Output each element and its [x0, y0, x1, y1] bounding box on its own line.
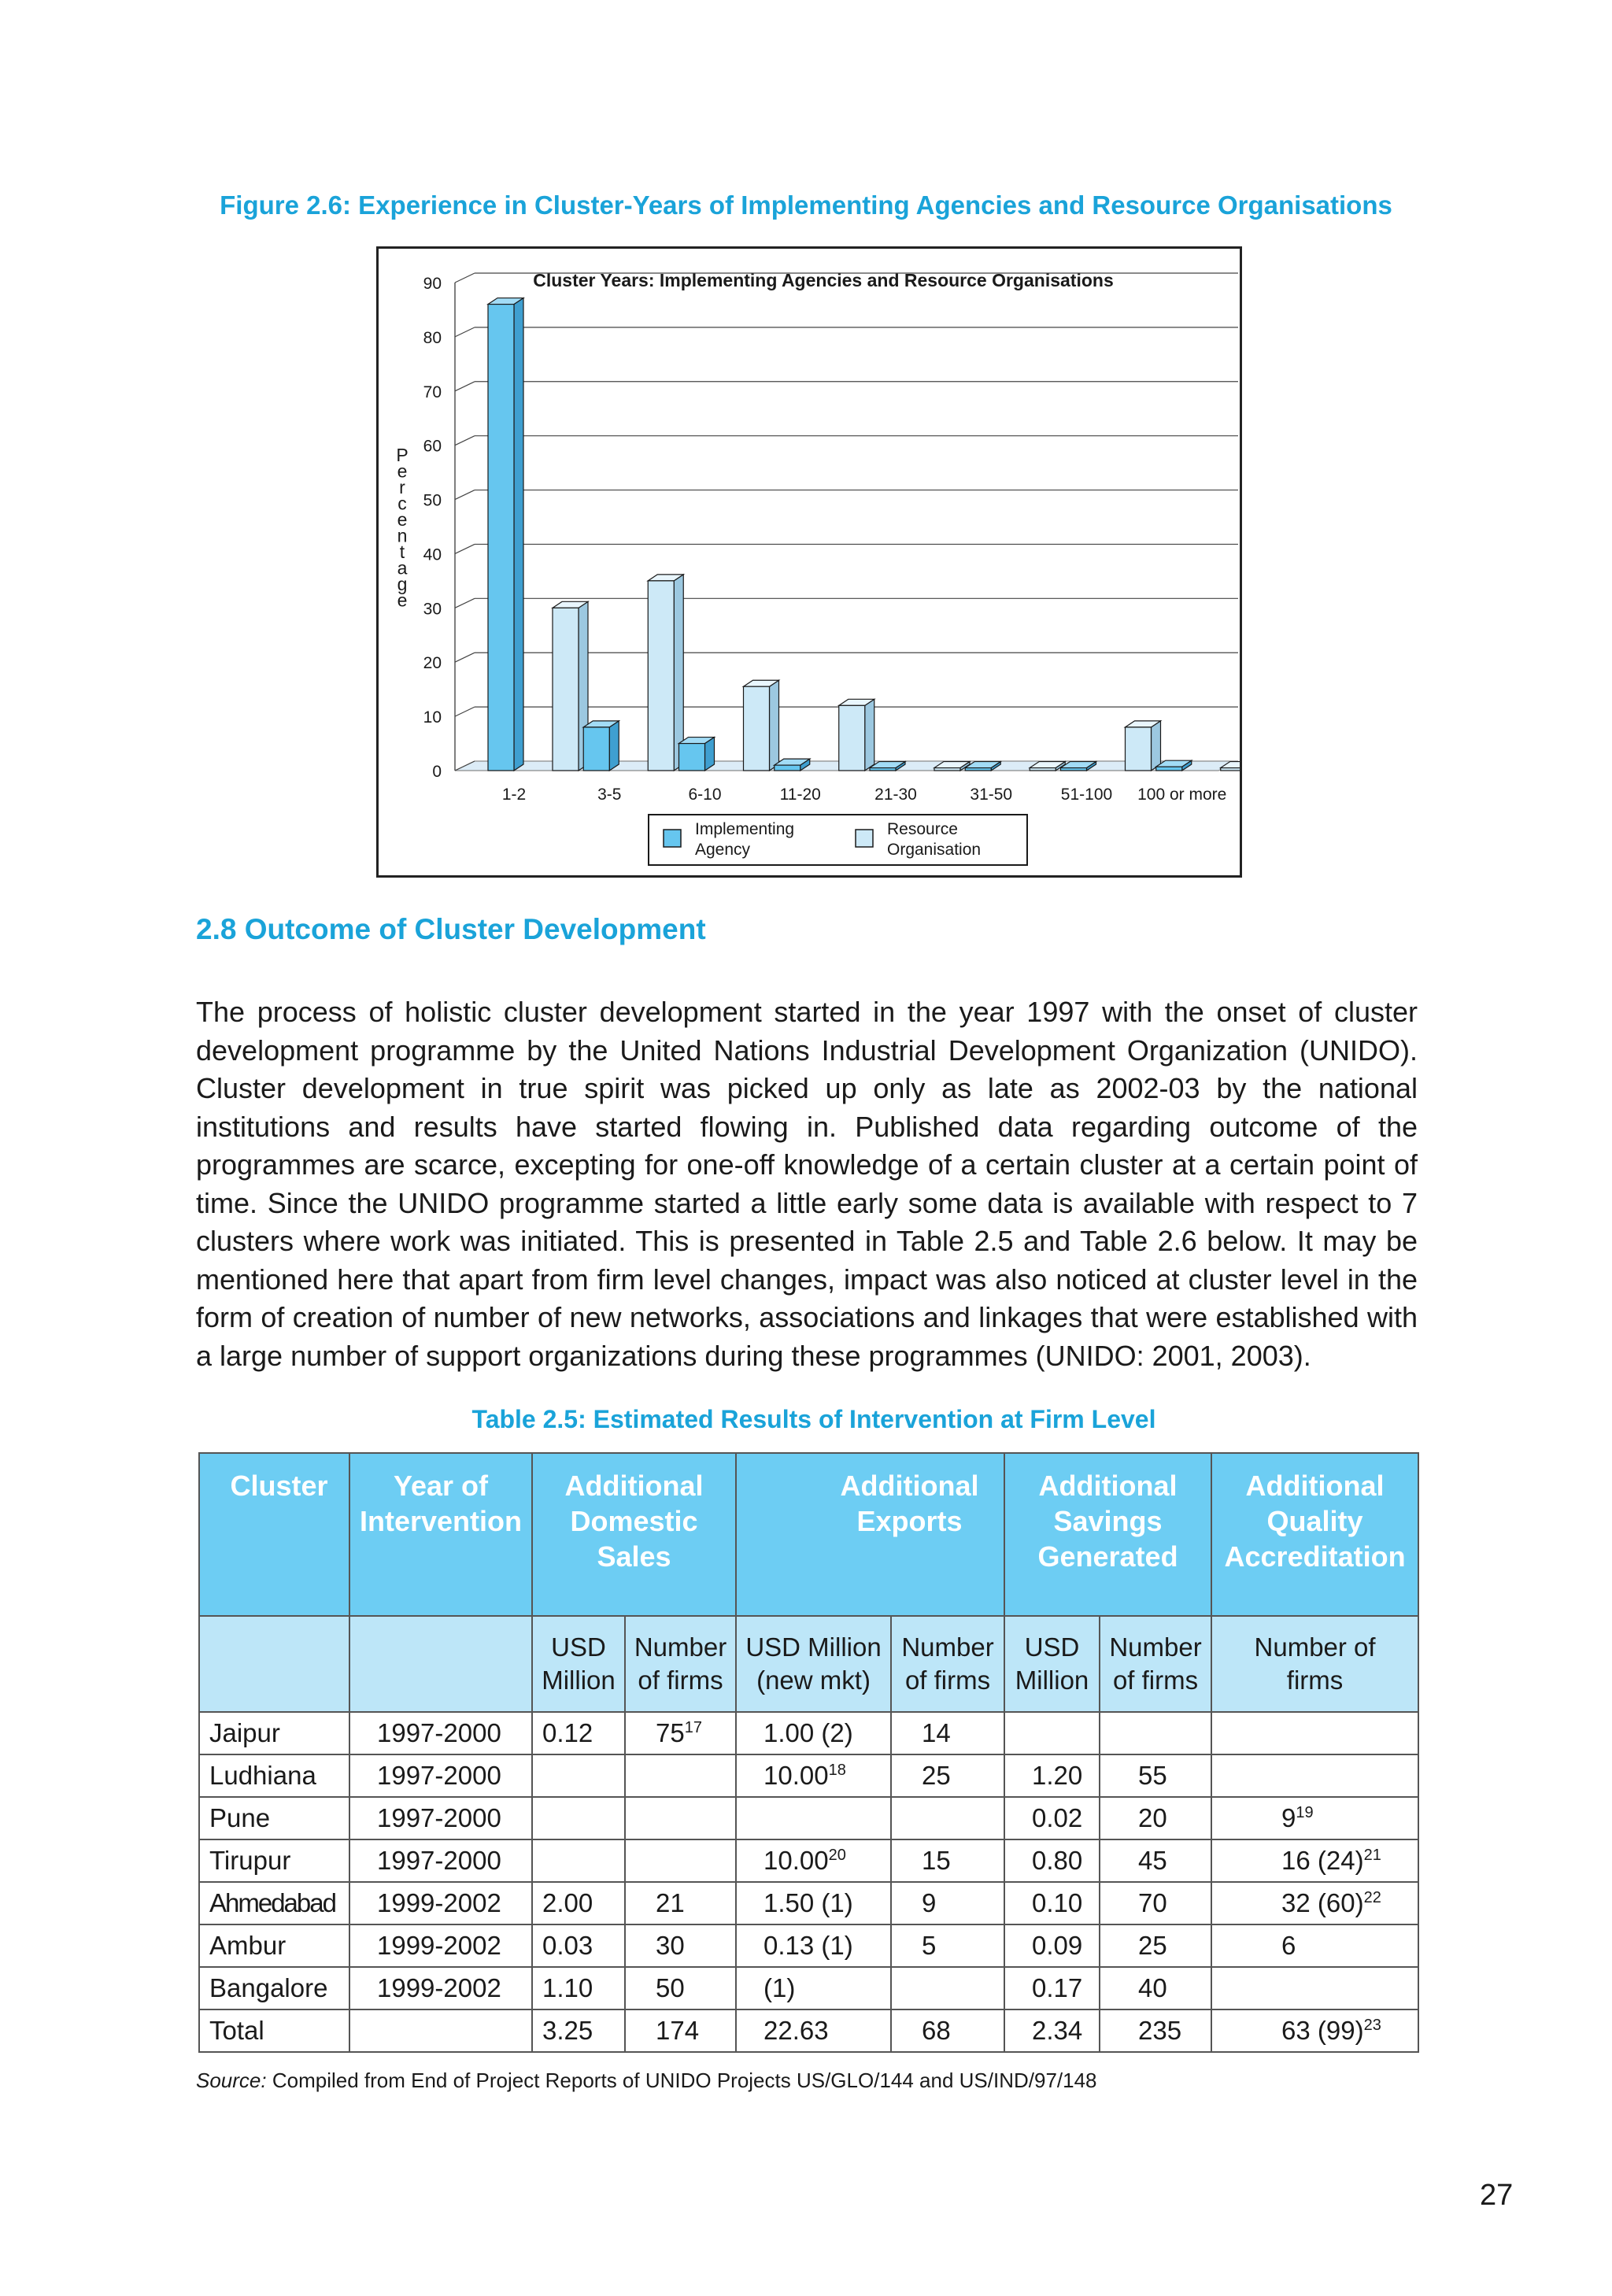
table-body — [199, 1712, 1418, 2052]
y-tick-label: 70 — [423, 383, 442, 401]
bar-front — [1061, 768, 1087, 771]
y-axis-label-char: t — [399, 542, 405, 562]
footnote-marker: 23 — [1363, 2017, 1381, 2034]
cell-cluster — [199, 1712, 349, 1754]
y-tick-label: 90 — [423, 275, 442, 293]
x-tick-label: 31-50 — [970, 786, 1013, 804]
cell-ds-usd-value: 1.10 — [542, 1973, 593, 2002]
cell-sv-firms — [1100, 1924, 1211, 1967]
cell-ds-firms — [625, 1882, 736, 1924]
y-tick-label: 30 — [423, 600, 442, 619]
chart-title: Cluster Years: Implementing Agencies and Resource Organisations — [533, 270, 1114, 290]
cell-ex-firms-value: 25 — [922, 1761, 951, 1790]
cell-ds-usd — [532, 1967, 625, 2009]
bar-side — [609, 721, 619, 771]
cell-sv-firms — [1100, 1882, 1211, 1924]
y-axis-label-char: P — [396, 445, 409, 465]
bar-front — [965, 768, 991, 771]
table-row — [199, 1967, 1418, 2009]
bar-front — [553, 608, 579, 771]
cell-ex-usd-value: 1.50 (1) — [763, 1888, 853, 1917]
subheader-q-firms: Number of firms — [1211, 1616, 1418, 1712]
body-paragraph: The process of holistic cluster development started in the year 1997 with the onset of cluster development programme by the United Nations Industrial Development Organization (UNIDO). Cluster development in true spirit was picked up only as late as 2002-03 by the national institutions and results have started flowing in. Published data regarding outcome of the programmes are scarce, excepting for one-off knowledge of a certain cluster at a certain point of time. Since the UNIDO programme started a little early some data is available with respect to 7 clusters where work was initiated. This is presented in Table 2.5 and Table 2.6 below. It may be mentioned here that apart from firm level changes, impact was also noticed at cluster level in the form of creation of number of new networks, associations and linkages that were established with a large number of support organizations during these programmes (UNIDO: 2001, 2003). — [196, 996, 1418, 1372]
cell-cluster — [199, 1839, 349, 1882]
cell-quality-value: 9 — [1281, 1803, 1296, 1832]
source-label: Source: — [196, 2069, 267, 2092]
y-tick-label: 80 — [423, 328, 442, 347]
cell-quality — [1211, 1882, 1418, 1924]
legend-swatch — [856, 830, 873, 847]
cell-cluster — [199, 1754, 349, 1797]
table-source — [196, 2069, 1097, 2093]
subheader-ex-firms: Number of firms — [891, 1616, 1004, 1712]
cell-cluster — [199, 1924, 349, 1967]
y-axis-label-char: a — [397, 557, 408, 579]
y-tick-label: 10 — [423, 708, 442, 727]
cell-quality — [1211, 1967, 1418, 2009]
cell-ex-usd — [736, 1797, 891, 1839]
cell-sv-usd — [1004, 1712, 1100, 1754]
cell-ds-firms-value: 21 — [656, 1888, 685, 1917]
bar-front — [583, 727, 609, 771]
cell-ds-firms — [625, 2009, 736, 2052]
bar-resource-organisation — [744, 680, 779, 771]
cell-ds-usd — [532, 1712, 625, 1754]
gridline-diagonal — [455, 490, 475, 500]
bar-front — [679, 744, 705, 771]
legend-swatch — [664, 830, 681, 847]
bar-front — [744, 686, 770, 771]
header-domestic-sales: Additional Domestic Sales — [532, 1453, 736, 1616]
gridline-diagonal — [455, 544, 475, 553]
legend-label: Organisation — [887, 841, 982, 859]
cell-quality-value: 6 — [1281, 1931, 1296, 1960]
subheader-empty — [199, 1616, 349, 1712]
cell-ds-firms — [625, 1839, 736, 1882]
header-exports: Additional Exports — [736, 1453, 1004, 1616]
cell-cluster-value: Ahmedabad — [209, 1888, 335, 1917]
header-quality: Additional Quality Accreditation — [1211, 1453, 1418, 1616]
cell-ds-usd — [532, 1882, 625, 1924]
cell-sv-usd-value: 0.80 — [1032, 1846, 1083, 1875]
cell-sv-firms-value: 55 — [1138, 1761, 1167, 1790]
cell-ds-usd-value: 0.12 — [542, 1718, 593, 1747]
cell-sv-firms — [1100, 1712, 1211, 1754]
cell-quality — [1211, 1839, 1418, 1882]
table-row — [199, 1797, 1418, 1839]
cell-ex-firms — [891, 1882, 1004, 1924]
figure-caption: Figure 2.6: Experience in Cluster-Years of Implementing Agencies and Resource Organisations — [220, 190, 1392, 220]
cell-quality-value: 32 (60) — [1281, 1888, 1364, 1917]
cell-cluster-value: Ambur — [209, 1931, 287, 1960]
subheader-ex-usd: USD Million (new mkt) — [736, 1616, 891, 1712]
subheader-empty — [349, 1616, 532, 1712]
cell-quality-value: 63 (99) — [1281, 2016, 1364, 2045]
subheader-ds-firms: Number of firms — [625, 1616, 736, 1712]
cell-ds-firms-value: 75 — [656, 1718, 685, 1747]
cell-ds-usd — [532, 2009, 625, 2052]
bar-front — [1030, 768, 1056, 771]
cell-sv-usd — [1004, 1839, 1100, 1882]
cell-sv-firms-value: 45 — [1138, 1846, 1167, 1875]
cell-cluster — [199, 1797, 349, 1839]
cell-ex-usd — [736, 1839, 891, 1882]
legend-label: Resource — [887, 820, 958, 838]
footnote-marker: 22 — [1363, 1889, 1381, 1906]
cell-year — [349, 1712, 532, 1754]
cell-cluster — [199, 1882, 349, 1924]
bar-front — [839, 705, 865, 771]
y-axis-label-char: e — [397, 460, 408, 482]
cell-ex-usd — [736, 1924, 891, 1967]
cell-ex-firms-value: 68 — [922, 2016, 951, 2045]
cell-cluster-value: Pune — [209, 1803, 271, 1832]
bar-side — [1152, 721, 1161, 771]
bar-front — [1221, 768, 1240, 771]
gridline-diagonal — [455, 598, 475, 608]
bar-resource-organisation — [1126, 721, 1161, 771]
cell-ds-usd — [532, 1924, 625, 1967]
page-number: 27 — [1480, 2179, 1514, 2212]
y-axis-label — [396, 445, 408, 611]
cell-sv-firms — [1100, 1967, 1211, 2009]
chart-legend — [649, 815, 1027, 865]
cell-ex-usd-value: (1) — [763, 1973, 796, 2002]
y-axis-label-char: c — [397, 493, 407, 514]
cell-sv-firms-value: 70 — [1138, 1888, 1167, 1917]
cell-quality — [1211, 1924, 1418, 1967]
y-axis-label-char: e — [397, 590, 408, 611]
cell-sv-firms-value: 40 — [1138, 1973, 1167, 2002]
cell-ds-firms — [625, 1797, 736, 1839]
cell-ex-usd-value: 0.13 (1) — [763, 1931, 853, 1960]
gridline-diagonal — [455, 707, 475, 716]
cell-sv-usd — [1004, 1797, 1100, 1839]
y-axis-label-char: g — [397, 574, 408, 594]
cell-year — [349, 1754, 532, 1797]
cell-sv-usd — [1004, 1882, 1100, 1924]
table-row — [199, 1924, 1418, 1967]
cell-ex-firms — [891, 1924, 1004, 1967]
cell-year — [349, 1882, 532, 1924]
table-subheader-row — [199, 1616, 1418, 1712]
cell-ds-usd — [532, 1797, 625, 1839]
y-tick-label: 20 — [423, 654, 442, 673]
table-header-row — [199, 1453, 1418, 1616]
table-row — [199, 1882, 1418, 1924]
cell-year — [349, 1924, 532, 1967]
footnote-marker: 18 — [828, 1762, 846, 1779]
cell-ds-usd — [532, 1754, 625, 1797]
bar-resource-organisation — [839, 699, 874, 771]
y-tick-label: 60 — [423, 437, 442, 456]
cell-ex-usd — [736, 1712, 891, 1754]
cell-ex-usd-value: 10.00 — [763, 1761, 829, 1790]
section-heading: 2.8 Outcome of Cluster Development — [196, 913, 706, 945]
cell-quality — [1211, 1797, 1418, 1839]
bar-side — [865, 699, 874, 771]
cell-ds-firms — [625, 1967, 736, 2009]
cell-ex-firms — [891, 1967, 1004, 2009]
cell-sv-firms — [1100, 2009, 1211, 2052]
bar-front — [775, 765, 800, 771]
x-tick-label: 21-30 — [874, 786, 917, 804]
subheader-sv-firms: Number of firms — [1100, 1616, 1211, 1712]
cell-ex-firms-value: 9 — [922, 1888, 937, 1917]
footnote-marker: 20 — [828, 1847, 846, 1864]
cell-ds-firms-value: 30 — [656, 1931, 685, 1960]
cell-ex-usd-value: 22.63 — [763, 2016, 829, 2045]
cell-sv-usd — [1004, 2009, 1100, 2052]
cell-ex-usd — [736, 2009, 891, 2052]
cell-ex-firms-value: 5 — [922, 1931, 937, 1960]
bar-implementing-agency — [679, 738, 715, 771]
cell-ex-firms-value: 14 — [922, 1718, 951, 1747]
x-tick-label: 51-100 — [1060, 786, 1113, 804]
cell-ds-firms-value: 174 — [656, 2016, 700, 2045]
cell-quality-value: 16 (24) — [1281, 1846, 1364, 1875]
cell-ex-usd — [736, 1882, 891, 1924]
cell-sv-usd-value: 1.20 — [1032, 1761, 1083, 1790]
cell-ex-firms — [891, 1712, 1004, 1754]
cell-quality — [1211, 2009, 1418, 2052]
cell-ex-firms-value: 15 — [922, 1846, 951, 1875]
bar-front — [648, 581, 674, 771]
cell-sv-usd-value: 0.02 — [1032, 1803, 1083, 1832]
cell-sv-usd-value: 0.10 — [1032, 1888, 1083, 1917]
bar-side — [514, 298, 523, 771]
cell-year-value: 1997-2000 — [377, 1761, 501, 1790]
cell-ex-usd — [736, 1967, 891, 2009]
y-tick-label: 50 — [423, 491, 442, 510]
bar-front — [1126, 727, 1152, 771]
cell-cluster — [199, 2009, 349, 2052]
table-row — [199, 2009, 1418, 2052]
cell-ds-usd — [532, 1839, 625, 1882]
cell-ex-usd — [736, 1754, 891, 1797]
cell-year-value: 1997-2000 — [377, 1846, 501, 1875]
cell-year — [349, 1797, 532, 1839]
bar-implementing-agency — [583, 721, 619, 771]
header-cluster: Cluster — [199, 1453, 349, 1616]
cell-year-value: 1999-2002 — [377, 1931, 501, 1960]
bar-chart — [379, 249, 1240, 875]
legend-label: Agency — [695, 841, 751, 859]
cell-sv-firms-value: 235 — [1138, 2016, 1182, 2045]
cell-ds-firms — [625, 1924, 736, 1967]
cell-cluster — [199, 1967, 349, 2009]
chart-frame — [376, 246, 1242, 878]
header-year: Year of Intervention — [349, 1453, 532, 1616]
cell-year-value: 1999-2002 — [377, 1973, 501, 2002]
table-row — [199, 1754, 1418, 1797]
x-tick-label: 3-5 — [597, 786, 622, 804]
subheader-ds-usd: USD Million — [532, 1616, 625, 1712]
cell-ds-firms-value: 50 — [656, 1973, 685, 2002]
y-axis-label-char: r — [399, 477, 405, 497]
cell-sv-usd-value: 0.09 — [1032, 1931, 1083, 1960]
footnote-marker: 21 — [1363, 1847, 1381, 1864]
cell-ds-usd-value: 0.03 — [542, 1931, 593, 1960]
cell-quality — [1211, 1712, 1418, 1754]
cell-ds-usd-value: 2.00 — [542, 1888, 593, 1917]
cell-ex-usd-value: 10.00 — [763, 1846, 829, 1875]
results-table — [198, 1452, 1419, 2053]
cell-ex-firms — [891, 1797, 1004, 1839]
bar-side — [770, 680, 779, 771]
cell-ds-firms — [625, 1712, 736, 1754]
table-caption: Table 2.5: Estimated Results of Intervention at Firm Level — [471, 1405, 1156, 1433]
cell-ex-usd-value: 1.00 (2) — [763, 1718, 853, 1747]
bar-front — [934, 768, 960, 771]
cell-sv-firms — [1100, 1839, 1211, 1882]
y-tick-label: 0 — [432, 763, 442, 781]
gridline-diagonal — [455, 382, 475, 391]
subheader-sv-usd: USD Million — [1004, 1616, 1100, 1712]
cell-ds-usd-value: 3.25 — [542, 2016, 593, 2045]
cell-year — [349, 2009, 532, 2052]
bar-resource-organisation — [648, 575, 683, 771]
cell-sv-firms-value: 20 — [1138, 1803, 1167, 1832]
x-tick-label: 1-2 — [501, 786, 527, 804]
source-text: Compiled from End of Project Reports of UNIDO Projects US/GLO/144 and US/IND/97/148 — [272, 2069, 1097, 2092]
cell-sv-usd — [1004, 1924, 1100, 1967]
footnote-marker: 17 — [684, 1719, 702, 1736]
cell-year-value: 1997-2000 — [377, 1718, 501, 1747]
cell-sv-firms-value: 25 — [1138, 1931, 1167, 1960]
bar-front — [870, 768, 896, 771]
y-tick-label: 40 — [423, 545, 442, 564]
y-axis-ticks — [423, 275, 442, 781]
cell-cluster-value: Jaipur — [209, 1718, 280, 1747]
bar-resource-organisation — [553, 601, 588, 771]
cell-sv-usd-value: 0.17 — [1032, 1973, 1083, 2002]
cell-cluster-value: Bangalore — [209, 1973, 328, 2002]
x-tick-label: 100 or more — [1137, 786, 1227, 804]
cell-ds-firms — [625, 1754, 736, 1797]
gridline-diagonal — [455, 273, 475, 283]
cell-sv-usd — [1004, 1967, 1100, 2009]
cell-ex-firms — [891, 1754, 1004, 1797]
chart-bars — [488, 298, 1240, 771]
header-savings: Additional Savings Generated — [1004, 1453, 1211, 1616]
cell-cluster-value: Total — [209, 2016, 264, 2045]
cell-year — [349, 1967, 532, 2009]
gridline-diagonal — [455, 653, 475, 662]
cell-ex-firms — [891, 1839, 1004, 1882]
y-axis-label-char: n — [397, 525, 408, 546]
cell-sv-firms — [1100, 1754, 1211, 1797]
cell-sv-usd-value: 2.34 — [1032, 2016, 1083, 2045]
cell-cluster-value: Ludhiana — [209, 1761, 316, 1790]
cell-ex-firms — [891, 2009, 1004, 2052]
footnote-marker: 19 — [1296, 1804, 1314, 1821]
table-row — [199, 1712, 1418, 1754]
cell-quality — [1211, 1754, 1418, 1797]
cell-sv-firms — [1100, 1797, 1211, 1839]
y-axis-label-char: e — [397, 509, 408, 530]
cell-cluster-value: Tirupur — [209, 1846, 291, 1875]
bar-implementing-agency — [488, 298, 523, 771]
table-row — [199, 1839, 1418, 1882]
legend-label: Implementing — [695, 820, 795, 838]
x-axis-ticks — [502, 786, 1227, 804]
cell-year — [349, 1839, 532, 1882]
gridline-diagonal — [455, 327, 475, 337]
cell-sv-usd — [1004, 1754, 1100, 1797]
gridline-diagonal — [455, 436, 475, 446]
bar-front — [1156, 767, 1182, 771]
cell-year-value: 1997-2000 — [377, 1803, 501, 1832]
cell-year-value: 1999-2002 — [377, 1888, 501, 1917]
x-tick-label: 6-10 — [688, 786, 722, 804]
x-tick-label: 11-20 — [779, 786, 821, 804]
bar-front — [488, 305, 514, 771]
